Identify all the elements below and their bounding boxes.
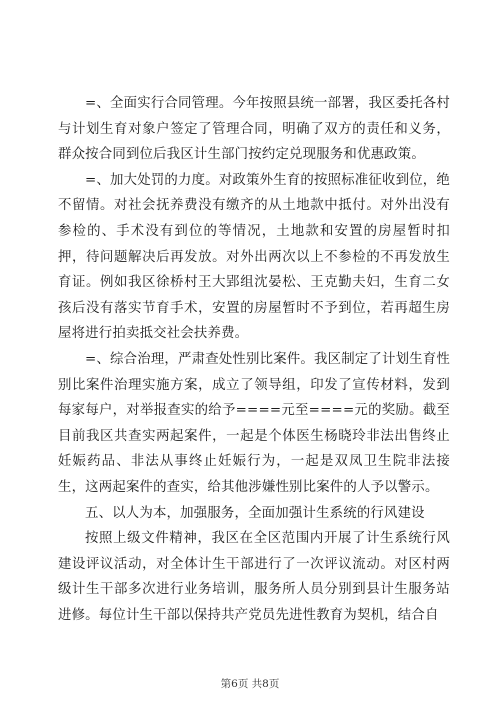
paragraph-gender-ratio-cases: =、综合治理，严肃查处性别比案件。我区制定了计划生育性别比案件治理实施方案，成立了领导组，印发了宣传材料，发到每家每户，对举报查实的给予====元至====元的奖励。截至目前我区共查实两起案件，一起是个体医生杨晓玲非法出售终止妊娠药品、非法从事终止妊娠行为，一起是双凤卫生院非法接生，这两起案件的查实，给其他涉嫌性别比案件的人予以警示。: [58, 351, 450, 495]
page-footer: 第6页 共8页: [220, 678, 280, 690]
paragraph-penalty-enforcement: =、加大处罚的力度。对政策外生育的按照标准征收到位，绝不留情。对社会抚养费没有缴齐的从土地款中抵付。对外出没有参检的、手术没有到位的等情况，土地款和安置的房屋暂时扣押，待问题解决后再发放。对外出两次以上不参检的不再发放生育证。例如我区徐桥村王大郢组沈晏松、王克勤夫妇，生育二女孩后没有落实节育手术，安置的房屋暂时不予到位，若再超生房屋将进行拍卖抵交社会扶养费。: [58, 172, 450, 342]
section-heading-service: 五、以人为本，加强服务，全面加强计生系统的行风建设: [85, 505, 425, 521]
document-body: [58, 91, 450, 628]
paragraph-contract-management: =、全面实行合同管理。今年按照县统一部署，我区委托各村与计划生育对象户签定了管理合同，明确了双方的责任和义务，群众按合同到位后我区计生部门按约定兑现服务和优惠政策。: [58, 96, 450, 163]
paragraph-conduct-review: 按照上级文件精神，我区在全区范围内开展了计生系统行风建设评议活动，对全体计生干部进行了一次评议流动。对区村两级计生干部多次进行业务培训，服务所人员分别到县计生服务站进修。每位计生干部以保持共产党员先进性教育为契机，结合自: [58, 531, 450, 623]
